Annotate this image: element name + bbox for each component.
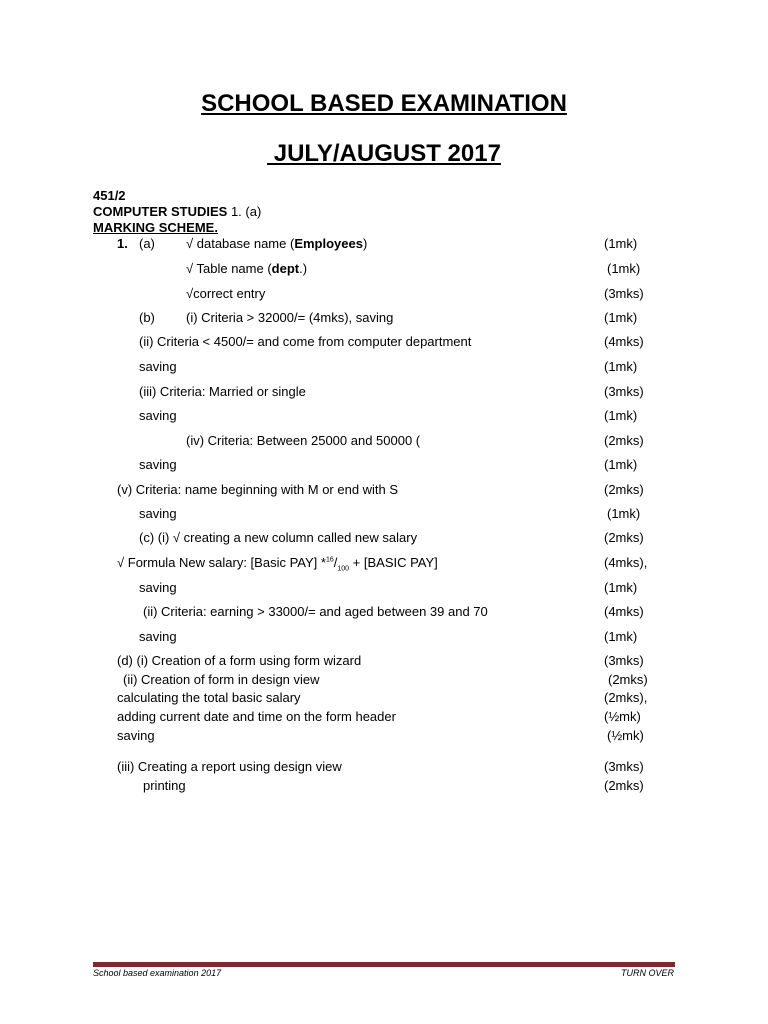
mark-b3-saving: (1mk)	[604, 408, 638, 423]
mark-b2: (4mks)	[604, 334, 644, 349]
answer-b5-saving: saving	[139, 506, 177, 521]
mark-d7: (2mks)	[604, 778, 644, 793]
answer-d5: saving	[117, 728, 155, 743]
answer-b2-saving: saving	[139, 359, 177, 374]
answer-a2: √ Table name (dept.)	[186, 261, 308, 276]
mark-d4: (½mk)	[604, 709, 641, 724]
marking-scheme-label: MARKING SCHEME.	[93, 220, 218, 235]
mark-d5: (½mk)	[607, 728, 644, 743]
mark-d2: (2mks)	[608, 672, 648, 687]
mark-b3: (3mks)	[604, 384, 644, 399]
answer-b1: (i) Criteria > 32000/= (4mks), saving	[186, 310, 394, 325]
mark-a3: (3mks)	[604, 286, 644, 301]
mark-c1-saving: (1mk)	[604, 580, 638, 595]
mark-b5: (2mks)	[604, 482, 644, 497]
mark-b2-saving: (1mk)	[604, 359, 638, 374]
question-number: 1.	[117, 236, 128, 251]
mark-a1: (1mk)	[604, 236, 638, 251]
answer-b2: (ii) Criteria < 4500/= and come from computer department	[139, 334, 472, 349]
mark-c2: (4mks)	[604, 604, 644, 619]
answer-b3: (iii) Criteria: Married or single	[139, 384, 306, 399]
answer-a1: √ database name (Employees)	[186, 236, 368, 251]
subject-line	[93, 204, 261, 219]
footer-right: TURN OVER	[620, 968, 674, 978]
mark-a2: (1mk)	[607, 261, 641, 276]
mark-d1: (3mks)	[604, 653, 644, 668]
answer-a3: √correct entry	[186, 286, 266, 301]
answer-c2-saving: saving	[139, 629, 177, 644]
answer-d3: calculating the total basic salary	[117, 690, 301, 705]
mark-c2-saving: (1mk)	[604, 629, 638, 644]
answer-d7: printing	[143, 778, 186, 793]
paper-code: 451/2	[93, 188, 126, 203]
answer-b4: (iv) Criteria: Between 25000 and 50000 (	[186, 433, 421, 448]
part-a-label: (a)	[139, 236, 155, 251]
answer-d6: (iii) Creating a report using design view	[117, 759, 342, 774]
mark-b4: (2mks)	[604, 433, 644, 448]
answer-b4-saving: saving	[139, 457, 177, 472]
answer-c1-saving: saving	[139, 580, 177, 595]
mark-b5-saving: (1mk)	[607, 506, 641, 521]
mark-b1: (1mk)	[604, 310, 638, 325]
page-subtitle: JULY/AUGUST 2017	[267, 140, 501, 167]
answer-c2: (ii) Criteria: earning > 33000/= and aged between 39 and 70	[143, 604, 488, 619]
answer-c-formula: √ Formula New salary: [Basic PAY] $*^{16}/_{100}$ + [BASIC PAY]	[117, 555, 438, 573]
answer-d4: adding current date and time on the form header	[117, 709, 396, 724]
subject-name: COMPUTER STUDIES	[93, 204, 228, 219]
footer-rule	[93, 962, 675, 967]
part-b-label: (b)	[139, 310, 155, 325]
mark-c-formula: (4mks),	[604, 555, 648, 570]
answer-d2: (ii) Creation of form in design view	[123, 672, 320, 687]
mark-c1: (2mks)	[604, 530, 644, 545]
mark-d6: (3mks)	[604, 759, 644, 774]
answer-c1: (c) (i) √ creating a new column called new salary	[139, 530, 418, 545]
subject-suffix: 1. (a)	[227, 204, 262, 219]
mark-d3: (2mks),	[604, 690, 648, 705]
answer-b3-saving: saving	[139, 408, 177, 423]
mark-b4-saving: (1mk)	[604, 457, 638, 472]
answer-b5: (v) Criteria: name beginning with M or end with S	[117, 482, 399, 497]
answer-d1: (d) (i) Creation of a form using form wizard	[117, 653, 362, 668]
page-title: SCHOOL BASED EXAMINATION	[201, 90, 567, 117]
footer-left: School based examination 2017	[93, 968, 222, 978]
